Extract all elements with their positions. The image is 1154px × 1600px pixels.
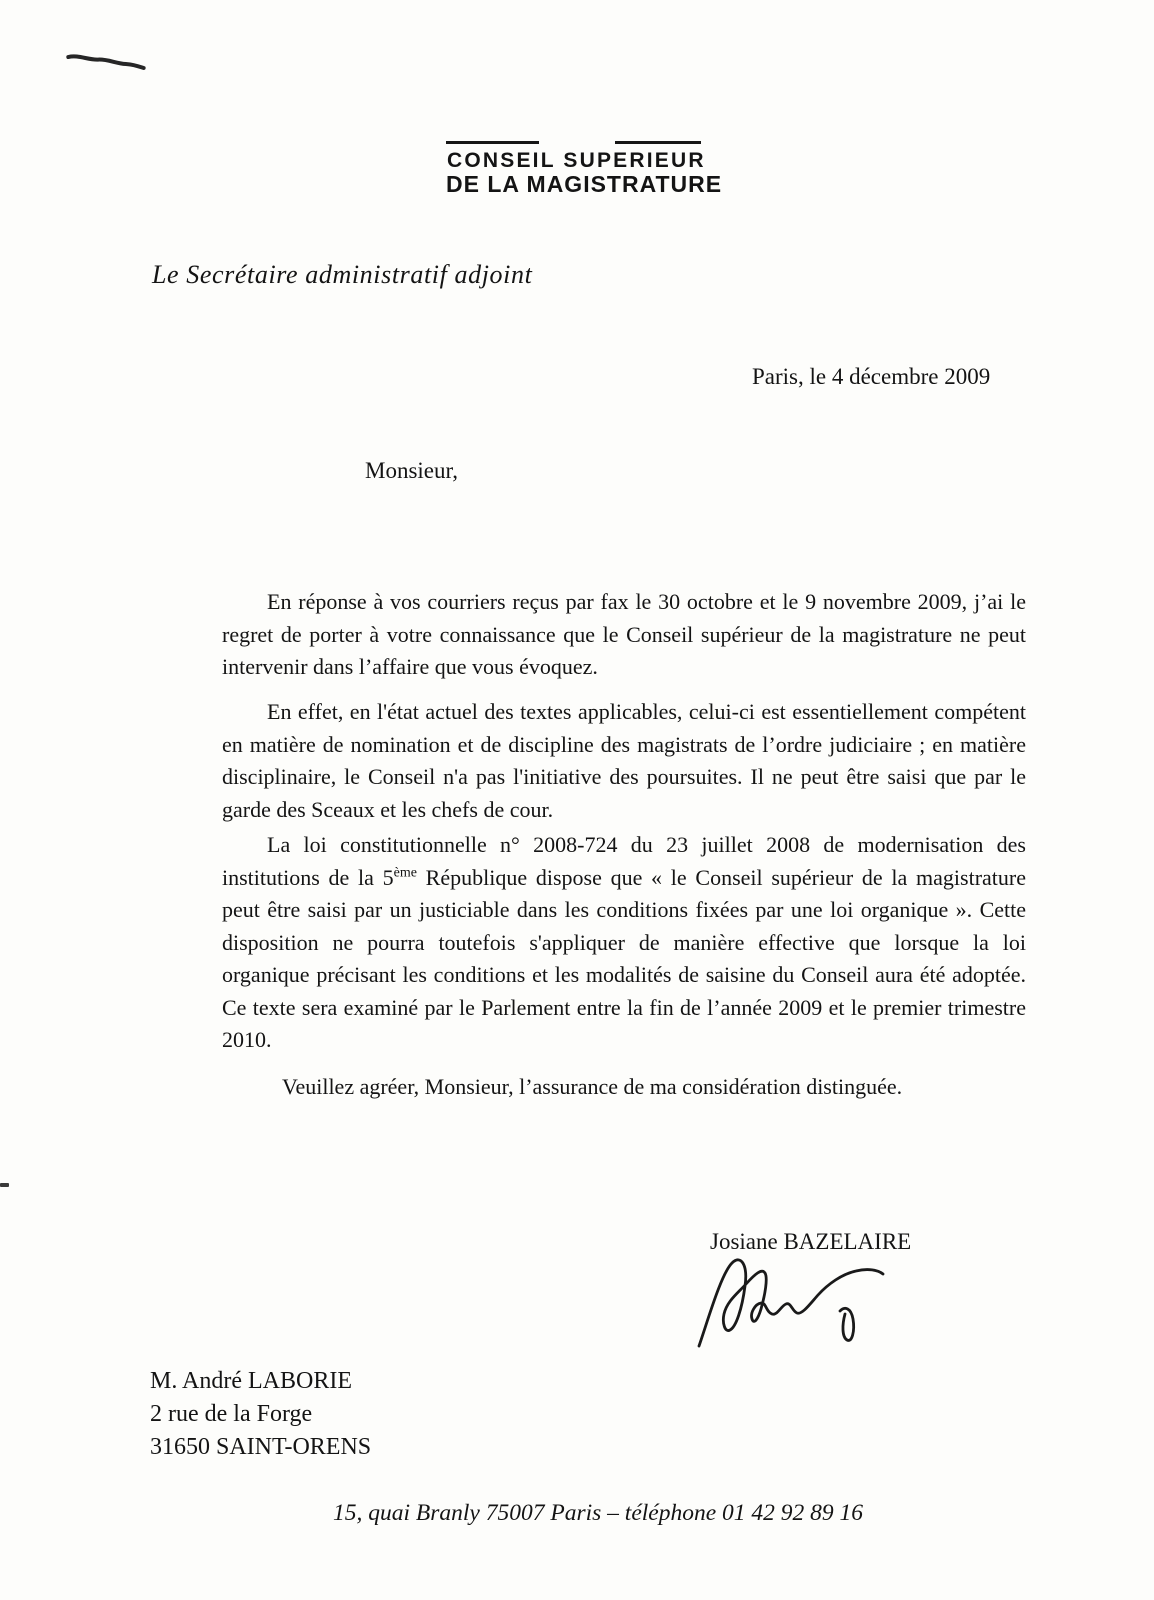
paragraph-1: En réponse à vos courriers reçus par fax le 30 octobre et le 9 novembre 2009, j’ai le regret de porter à votre connaissance que le Conseil supérieur de la magistrature ne peut intervenir dans l’affaire que vous évoquez. (222, 589, 1026, 679)
footer-address-phone: 15, quai Branly 75007 Paris – téléphone 01 42 92 89 16 (333, 1500, 864, 1526)
dateline: Paris, le 4 décembre 2009 (752, 364, 991, 389)
letterhead-rule-right (615, 141, 701, 144)
paragraph-2: En effet, en l'état actuel des textes applicables, celui-ci est essentiellement compétent en matière de nomination et de discipline des magistrats de l’ordre judiciaire ; en matière disciplinaire, le Conseil n'a pas l'initiative des poursuites. Il ne peut être saisi que par le garde des Sceaux et les chefs de cour. (222, 699, 1026, 822)
scan-smudge-artifact (66, 52, 147, 72)
paragraph-3-superscript: ème (393, 865, 417, 881)
recipient-city: 31650 SAINT-ORENS (150, 1434, 372, 1460)
signer-name: Josiane BAZELAIRE (710, 1229, 912, 1254)
paragraph-3-text-continued: République dispose que « le Conseil supérieur de la magistrature peut être saisi par un justiciable dans les conditions fixées par une loi organique ». Cette disposition ne pourra toutefois s'appliquer de manière effective que lorsque la loi organique précisant les conditions et les modalités de saisine du Conseil aura été adoptée. Ce texte sera examiné par le Parlement entre la fin de l’année 2009 et le premier trimestre 2010. (222, 864, 1026, 1052)
salutation: Monsieur, (365, 458, 458, 483)
paragraph-3 (222, 829, 1026, 1057)
recipient-name: M. André LABORIE (150, 1368, 352, 1394)
letterhead-org-line1: CONSEIL SUPERIEUR (447, 149, 706, 172)
paragraph-3-text: La loi constitutionnelle n° 2008-724 du 23 juillet 2008 de modernisation des institutions de la 5 (222, 832, 1026, 890)
scan-dash-artifact (0, 1183, 9, 1187)
recipient-street: 2 rue de la Forge (150, 1401, 313, 1427)
sender-title: Le Secrétaire administratif adjoint (152, 260, 533, 289)
letterhead-org-line2: DE LA MAGISTRATURE (446, 171, 723, 197)
letterhead-rule-left (446, 141, 539, 144)
recipient-address (150, 1365, 371, 1464)
closing-formula: Veuillez agréer, Monsieur, l’assurance de ma considération distinguée. (282, 1074, 903, 1099)
handwritten-signature (694, 1256, 906, 1352)
